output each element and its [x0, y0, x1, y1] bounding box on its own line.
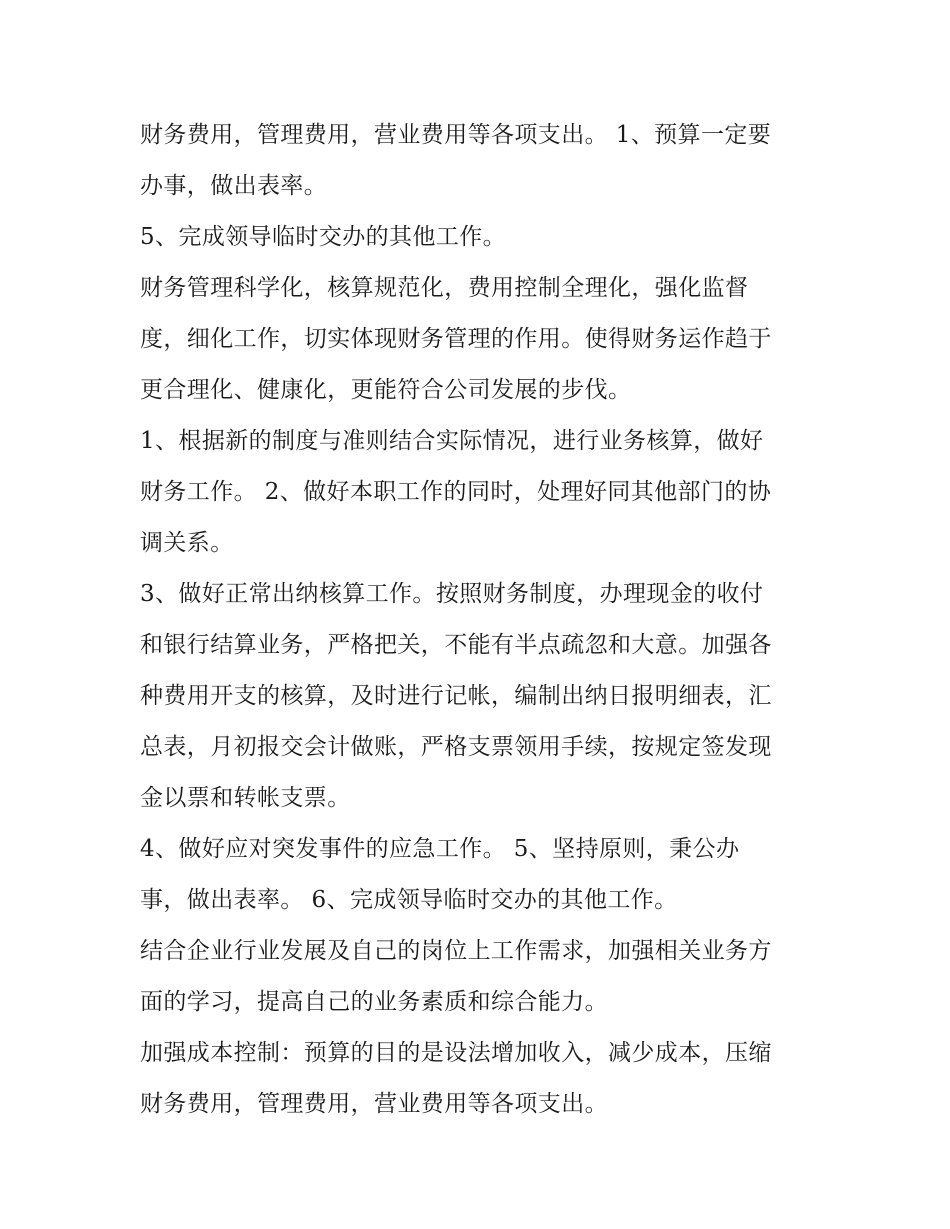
text-line: 财务管理科学化，核算规范化，费用控制全理化，强化监督 — [140, 275, 749, 301]
text-line: 财务工作。 2、做好本职工作的同时，处理好同其他部门的协 — [140, 479, 772, 505]
text-line: 面的学习，提高自己的业务素质和综合能力。 — [140, 989, 608, 1015]
text-line: 4、做好应对突发事件的应急工作。 5、坚持原则，秉公办 — [140, 836, 740, 862]
text-line: 1、根据新的制度与准则结合实际情况，进行业务核算，做好 — [140, 428, 764, 454]
text-line: 调关系。 — [140, 530, 234, 556]
document-body — [140, 110, 820, 1130]
text-line: 事，做出表率。 6、完成领导临时交办的其他工作。 — [140, 887, 678, 913]
text-line: 金以票和转帐支票。 — [140, 785, 351, 811]
text-line: 财务费用，管理费用，营业费用等各项支出。 — [140, 1091, 608, 1117]
text-line: 财务费用，管理费用，营业费用等各项支出。 1、预算一定要 — [140, 122, 772, 148]
text-line: 5、完成领导临时交办的其他工作。 — [140, 224, 507, 250]
text-line: 总表，月初报交会计做账，严格支票领用手续，按规定签发现 — [140, 734, 772, 760]
text-line: 度，细化工作，切实体现财务管理的作用。使得财务运作趋于 — [140, 326, 772, 352]
text-line: 3、做好正常出纳核算工作。按照财务制度，办理现金的收付 — [140, 581, 764, 607]
text-line: 加强成本控制：预算的目的是设法增加收入，减少成本，压缩 — [140, 1040, 772, 1066]
text-line: 办事，做出表率。 — [140, 173, 328, 199]
text-line: 更合理化、健康化，更能符合公司发展的步伐。 — [140, 377, 632, 403]
text-line: 种费用开支的核算，及时进行记帐，编制出纳日报明细表，汇 — [140, 683, 772, 709]
text-line: 结合企业行业发展及自己的岗位上工作需求，加强相关业务方 — [140, 938, 772, 964]
text-line: 和银行结算业务，严格把关，不能有半点疏忽和大意。加强各 — [140, 632, 772, 658]
